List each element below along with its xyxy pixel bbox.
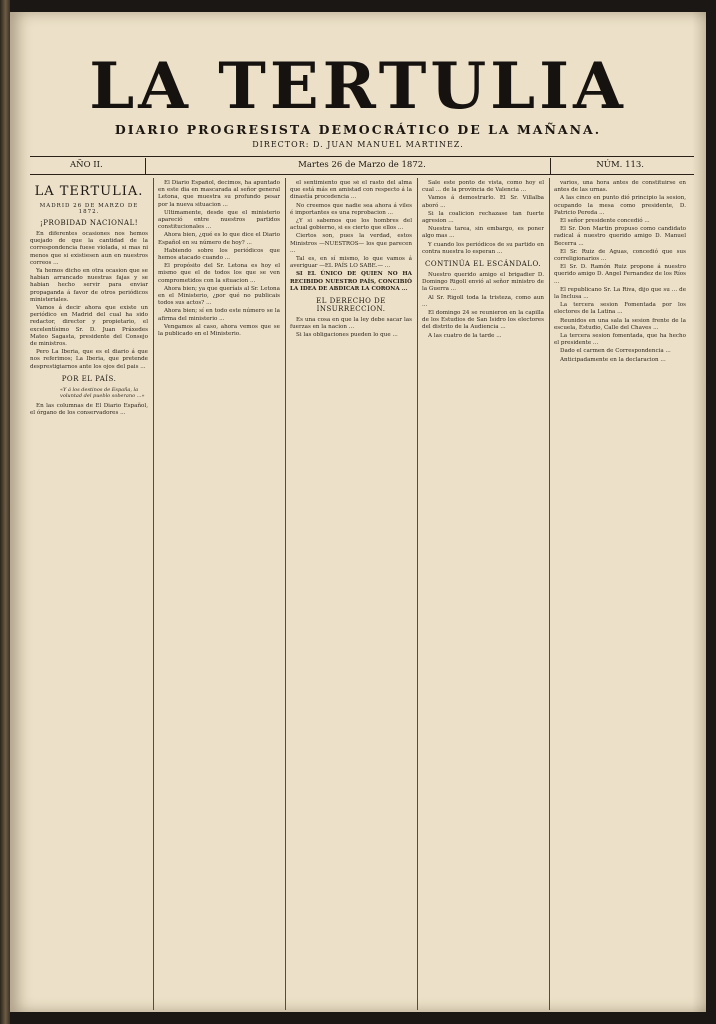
paragraph: Al Sr. Rigoll toda la tristeza, como aun ...	[422, 294, 544, 308]
paragraph: Ahora bien; sí en todo este número se la afirma del ministerio ...	[158, 308, 280, 322]
paragraph: Pero La Iberia, que es el diario á que nos referimos; La Iberia, que pretende desprestigiarnos ante los ojos del pais ...	[30, 349, 148, 370]
book-spine	[0, 0, 10, 1024]
newspaper-title: LA TERTULIA	[89, 49, 627, 124]
article-body	[554, 180, 686, 364]
article-body	[30, 231, 148, 371]
article-heading: ¡PROBIDAD NACIONAL!	[39, 219, 139, 227]
issue-number: NÚM. 113.	[596, 160, 644, 170]
paragraph: Ciertos son, pues la verdad, estos Ministros —NUESTROS— los que parecen ...	[290, 233, 412, 254]
paragraph: El señor presidente concedió ...	[560, 218, 650, 225]
paragraph: Si la coalicion rechazase tan fuerte agresion ...	[422, 210, 544, 225]
paragraph: El Sr. D. Ramón Ruiz propone á nuestro querido amigo D. Angel Fernandez de los Ríos ...	[554, 264, 686, 285]
paragraph: En diferentes ocasiones nos hemos quejado de que la cantidad de la correspondencia fuese violada, si mas ni menos que si existiesen aun en nuestros correos ...	[30, 231, 148, 266]
paragraph: El republicano Sr. La Riva, dijo que su ... de la Inclusa ...	[554, 286, 686, 301]
paragraph: El Diario Español, decimos, ha apuntado en este dia en mascarada al señor general Letona, que muestra su profundo pesar por la nueva situacion ...	[158, 180, 280, 208]
paragraph: No creemos que nadie sea ahora á viles é importantes es una reprobacion ...	[290, 202, 412, 216]
issue-date: Martes 26 de Marzo de 1872.	[298, 160, 426, 170]
emphasis-paragraph: SI EL ÚNICO DE QUIEN NO HA RECIBIDO NUESTRO PAÍS, CONCIBIÓ LA IDEA DE ABDICAR LA CORONA ...	[290, 271, 412, 292]
paragraph: Reunidos en una sala la sesion frente de la escuela, Estudio, Calle del Chaves ...	[554, 317, 686, 331]
column-1	[30, 180, 148, 1010]
paragraph: Tal es, en sí mismo, lo que vamos á averiguar —EL PAÍS LO SABE.— ...	[290, 256, 412, 270]
paragraph: El domingo 24 se reunieron en la capilla de los Estudios de San Isidro los electores del distrito de la Audiencia ...	[422, 310, 544, 331]
article-body	[290, 317, 412, 340]
paragraph: Ahora bien; ya que queríais al Sr. Letona en el Ministerio, ¿por qué no publicais todos sus actos? ...	[158, 285, 280, 307]
dateline: MADRID 26 DE MARZO DE 1872.	[39, 203, 139, 215]
bottom-rule	[30, 174, 694, 175]
article-body	[422, 180, 544, 256]
column-2	[158, 180, 280, 1010]
top-rule	[30, 156, 694, 157]
paragraph: varios, una hora antes de constituirse en antes de las urnas.	[554, 180, 686, 194]
paragraph: Es una cosa en que la ley debe sacar las fuerzas en la nacion ...	[290, 317, 412, 331]
paragraph: Vengamos al caso, ahora vemos que se la publicado en el Ministerio.	[158, 323, 280, 338]
paragraph: Y cuando los periódicos de su partido en contra nuestra lo esperan ...	[422, 241, 544, 255]
paragraph: El propósito del Sr. Letona es hoy el mismo que el de todos los que se ven comprometidos con la situacion ...	[158, 263, 280, 284]
paragraph: Si las obligaciones pueden lo que ...	[296, 332, 398, 339]
paragraph: Sale este ponto de vista, como hoy el cual ... de la provincia de Valencia ...	[422, 180, 544, 194]
paragraph: el sentimiento que sé el rasto del alma que está más en amistad con respecto á la dinastía procedencia ...	[290, 180, 412, 201]
paragraph: En las columnas de El Diario Español, el órgano de los conservadores ...	[30, 403, 148, 417]
article-body	[422, 272, 544, 340]
paragraph: Ahora bien, ¿qué es lo que dice el Diario Español en su número de hoy? ...	[158, 232, 280, 246]
article-heading: POR EL PAÍS.	[61, 374, 117, 383]
newspaper-subtitle: DIARIO PROGRESISTA DEMOCRÁTICO DE LA MAÑANA.	[114, 122, 602, 137]
paragraph: Dado el carmen de Correspondencia ...	[560, 348, 671, 355]
column-divider	[549, 178, 550, 1010]
column-3	[290, 180, 412, 1010]
column-divider	[285, 178, 286, 1010]
paragraph: Ya hemos dicho en otra ocasion que se habian arrancado nuestras fajas y se habian hecho servir para enviar propaganda á favor de otros periódicos ministeriales.	[30, 268, 148, 303]
issue-year: AÑO II.	[70, 160, 103, 170]
article-body	[30, 403, 148, 417]
paragraph: Ultimamente, desde que el ministerio apareció entre nuestros partidos constitucionales ...	[158, 209, 280, 231]
director-line: DIRECTOR: D. JUAN MANUEL MARTINEZ.	[252, 140, 464, 149]
article-body	[290, 180, 412, 293]
paragraph: La tercera sesion Fomentada por los electores de la Latina ...	[554, 302, 686, 316]
article-heading: CONTINÚA EL ESCÁNDALO.	[424, 260, 542, 269]
paragraph: A las cinco en punto dió principio la sesion, ocupando la mesa como presidente, D. Patricio Pereda ...	[554, 195, 686, 216]
paragraph: Nuestro querido amigo el brigadier D. Domingo Rigoll envió al señor ministro de la Guerra ...	[422, 272, 544, 293]
paragraph: Anticipadamente en la declaracion ...	[560, 356, 666, 363]
paragraph: El Sr. Don Martin propuso como candidato radical á nuestro querido amigo D. Manuel Becerra ...	[554, 226, 686, 247]
column-divider	[417, 178, 418, 1010]
column-5	[554, 180, 686, 1010]
paragraph: Nuestra tarea, sin embargo, es poner algo mas ...	[422, 226, 544, 240]
section-title: LA TERTULIA.	[34, 184, 144, 199]
quoted-verse: «Y á los destinos de España, la voluntad del pueblo soberano ...»	[60, 386, 145, 400]
issue-info-bar	[30, 158, 694, 174]
article-heading: EL DERECHO DE INSURRECCION.	[316, 297, 386, 314]
paragraph: A las cuatro de la tarde ...	[428, 332, 502, 339]
paragraph: La tercera sesion fomentada, que ha hecho el presidente ...	[554, 333, 686, 347]
page-edge-shadow	[692, 12, 706, 1012]
info-divider	[550, 158, 551, 174]
column-divider	[153, 178, 154, 1010]
column-4	[422, 180, 544, 1010]
paragraph: Vamos á decir ahora que existe un periódico en Madrid del cual ha sido redactor, director y propietario, el excelentísimo Sr. D. Juan Práxedes Mateo Sagasta, presidente del Consejo de ministros.	[30, 305, 148, 348]
article-body	[158, 180, 280, 338]
newspaper-page	[10, 12, 706, 1012]
paragraph: ¿Y si sabemos que los hombres del actual gobierno, si es cierto que ellos ...	[290, 218, 412, 232]
paragraph: Vamos á demostrarlo. El Sr. Villalba aboró ...	[422, 195, 544, 209]
paragraph: El Sr. Ruiz de Aguas, concedió que sus correligionarios ...	[554, 248, 686, 263]
paragraph: Habiendo sobre los periódicos que hemos atacado cuando ...	[158, 247, 280, 262]
